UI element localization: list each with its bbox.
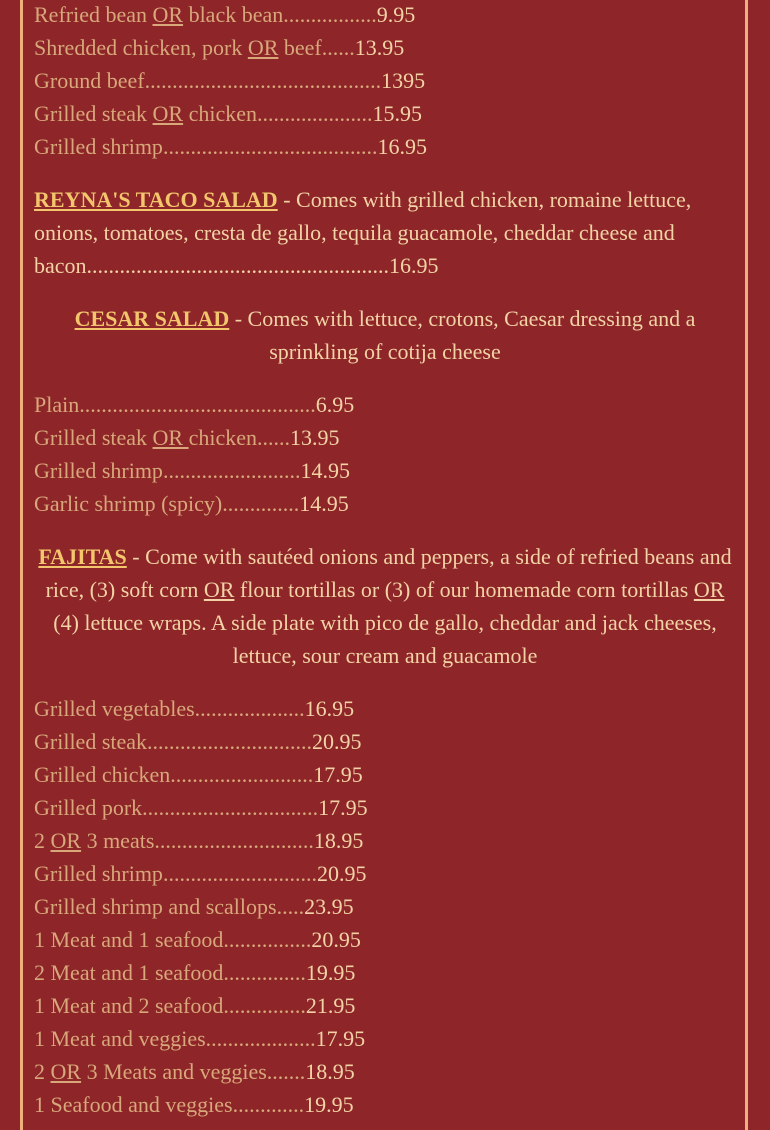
menu-item-name: Refried bean [34, 2, 153, 27]
fajitas-description-3: (4) lettuce wraps. A side plate with pico de gallo, cheddar and jack cheeses, lettuce, sour cream and guacamole [53, 610, 717, 668]
menu-item-name: Grilled vegetables [34, 696, 195, 721]
menu-item [34, 1022, 365, 1055]
taco-salad-description: - Comes with grilled chicken, romaine lettuce, onions, tomatoes, cresta de gallo, tequila guacamole, cheddar cheese and bacon [34, 187, 692, 278]
menu-item-price: 15.95 [372, 101, 422, 126]
menu-item-name: Shredded chicken, pork [34, 35, 248, 60]
menu-item [34, 130, 427, 163]
fajitas-or-1: OR [203, 577, 235, 602]
menu-item-price: 17.95 [318, 795, 368, 820]
taco-salad-price: 16.95 [389, 253, 439, 278]
menu-item-price: 21.95 [305, 993, 356, 1018]
menu-item-dots: ..................... [257, 101, 373, 126]
fajitas-description-1: - Come with sautéed onions and peppers, a side of refried beans and rice, (3) soft corn [45, 544, 732, 602]
taco-salad-dots: ....................................................... [86, 253, 390, 278]
menu-item-price: 14.95 [299, 491, 349, 516]
menu-item-dots: ............................. [154, 828, 314, 853]
menu-item-dots: ................ [223, 927, 312, 952]
menu-item-name: 2 [34, 1059, 51, 1084]
menu-item-name: 1 Meat and 1 seafood [34, 927, 224, 952]
menu-item-name: Grilled shrimp [34, 861, 163, 886]
cesar-salad-description: - Comes with lettuce, crotons, Caesar dressing and a sprinkling of cotija cheese [229, 306, 696, 364]
menu-item-name-suffix: 3 Meats and veggies [81, 1059, 267, 1084]
menu-item-price: 19.95 [304, 1092, 354, 1117]
menu-item-or: OR [50, 828, 82, 853]
menu-item-name: 2 Meat and 1 seafood [34, 960, 224, 985]
menu-item [34, 989, 355, 1022]
menu-item [34, 454, 350, 487]
menu-item-price: 18.95 [305, 1059, 355, 1084]
fajitas-section [34, 540, 736, 672]
menu-item [34, 0, 415, 31]
menu-item [34, 1055, 355, 1088]
menu-item-name: Grilled shrimp [34, 134, 163, 159]
menu-item-price: 17.95 [313, 762, 363, 787]
menu-item-or: OR [247, 35, 279, 60]
menu-item-name: Grilled chicken [34, 762, 171, 787]
taco-salad-heading: REYNA'S TACO SALAD [34, 187, 278, 212]
menu-item-dots: ............... [223, 993, 306, 1018]
menu-item-dots: ............... [223, 960, 306, 985]
menu-item-name: 2 [34, 828, 51, 853]
menu-item-dots: .................... [194, 696, 305, 721]
menu-item-dots: ........................................... [144, 68, 382, 93]
menu-item [34, 1088, 354, 1121]
menu-item-price: 9.95 [376, 2, 416, 27]
menu-item-dots: ...... [257, 425, 290, 450]
menu-item-name-suffix: chicken [183, 101, 257, 126]
menu-item-name: Plain [34, 392, 80, 417]
menu-item-dots: .......................... [170, 762, 314, 787]
menu-item [34, 388, 354, 421]
menu-item-dots: ....... [266, 1059, 306, 1084]
menu-item-dots: .............................. [147, 729, 313, 754]
menu-item-price: 20.95 [312, 729, 362, 754]
menu-item-price: 14.95 [300, 458, 350, 483]
menu-item-name-suffix: black bean [183, 2, 284, 27]
menu-item [34, 791, 368, 824]
menu-item [34, 421, 340, 454]
menu-item-dots: ................................ [142, 795, 319, 820]
fajitas-or-2: OR [693, 577, 725, 602]
menu-item-name-suffix: beef [278, 35, 322, 60]
menu-item-dots: .................... [205, 1026, 316, 1051]
menu-item-dots: ............................ [162, 861, 317, 886]
menu-item-price: 20.95 [311, 927, 361, 952]
menu-item [34, 31, 404, 64]
menu-item-price: 19.95 [305, 960, 356, 985]
menu-item-name-suffix: 3 meats [81, 828, 155, 853]
menu-item-price: 17.95 [315, 1026, 366, 1051]
menu-item-name: Grilled shrimp and scallops [34, 894, 277, 919]
menu-item [34, 725, 362, 758]
menu-item-name-suffix: (spicy) [155, 491, 223, 516]
menu-item [34, 64, 425, 97]
menu-item-dots: ....................................... [162, 134, 378, 159]
menu-item-name: Grilled steak [34, 729, 148, 754]
menu-item-dots: ......................... [162, 458, 301, 483]
menu-item-dots: ............. [232, 1092, 305, 1117]
menu-item-price: 16.95 [304, 696, 355, 721]
menu-item-name: Grilled shrimp [34, 458, 163, 483]
menu-item-name: Garlic shrimp [34, 491, 156, 516]
menu-item [34, 487, 349, 520]
menu-item [34, 890, 354, 923]
menu-item [34, 857, 366, 890]
menu-item-dots: ........................................... [79, 392, 316, 417]
cesar-salad-heading: CESAR SALAD [74, 306, 230, 331]
menu-item [34, 692, 354, 725]
menu-item [34, 824, 363, 857]
menu-item-price: 13.95 [290, 425, 340, 450]
cesar-salad-section [34, 302, 736, 368]
menu-item-price: 20.95 [316, 861, 367, 886]
menu-item-dots: ...... [321, 35, 355, 60]
menu-item-name: Grilled steak [34, 425, 153, 450]
menu-item [34, 956, 355, 989]
menu-item-dots: .............. [222, 491, 300, 516]
menu-item [34, 923, 361, 956]
menu-item-price: 18.95 [313, 828, 364, 853]
menu-item-name: Grilled pork [34, 795, 143, 820]
menu-item-price: 23.95 [304, 894, 354, 919]
menu-item-price: 1395 [381, 68, 426, 93]
menu-item [34, 758, 363, 791]
fajitas-heading: FAJITAS [38, 544, 127, 569]
taco-salad-section [34, 183, 714, 282]
menu-item-or: OR [50, 1059, 82, 1084]
menu-item-price: 6.95 [315, 392, 355, 417]
menu-item-name: Grilled steak [34, 101, 153, 126]
menu-item-or: OR [152, 2, 184, 27]
menu-item-name: 1 Seafood and veggies [34, 1092, 233, 1117]
fajitas-description-2: flour tortillas or (3) of our homemade corn tortillas [234, 577, 694, 602]
menu-item-dots: ................. [283, 2, 377, 27]
menu-item-name: 1 Meat and 2 seafood [34, 993, 224, 1018]
menu-item [34, 97, 422, 130]
menu-item-name: 1 Meat and veggies [34, 1026, 206, 1051]
menu-item-dots: ..... [276, 894, 305, 919]
menu-item-or: OR [152, 425, 189, 450]
menu-item-name-suffix: chicken [188, 425, 257, 450]
menu-item-name: Ground beef [34, 68, 145, 93]
menu-item-or: OR [152, 101, 184, 126]
menu-item-price: 16.95 [377, 134, 427, 159]
menu-item-price: 13.95 [354, 35, 405, 60]
